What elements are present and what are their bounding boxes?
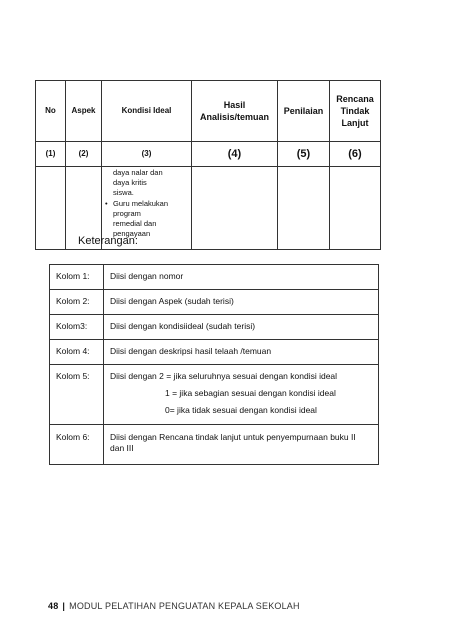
keterangan-value: Diisi dengan nomor [104, 265, 379, 290]
keterangan-row [50, 265, 379, 290]
keterangan-row [50, 315, 379, 340]
bullet-line: Guru melakukan [113, 198, 169, 208]
keterangan-subline: 0= jika tidak sesuai dengan kondisi ideal [165, 405, 317, 415]
header-hasil-analisis: Hasil Analisis/temuan [192, 81, 278, 142]
keterangan-heading: Keterangan: [78, 235, 138, 247]
keterangan-table [49, 264, 379, 465]
col-number-3: (3) [102, 142, 192, 167]
keterangan-row [50, 425, 379, 465]
header-kondisi-ideal: Kondisi Ideal [102, 81, 192, 142]
kondisi-line: daya nalar dan [113, 168, 163, 177]
keterangan-value: Diisi dengan Rencana tindak lanjut untuk penyempurnaan buku II dan III [104, 425, 379, 465]
col-number-1: (1) [36, 142, 66, 167]
bullet-icon: • [105, 198, 108, 208]
bullet-line: pengayaan [113, 229, 151, 239]
keterangan-key: Kolom 1: [50, 265, 104, 290]
keterangan-value-multi [104, 365, 379, 425]
cell-no [36, 167, 66, 250]
cell-hasil-analisis [192, 167, 278, 250]
bullet-item [105, 199, 188, 240]
keterangan-key: Kolom 6: [50, 425, 104, 465]
keterangan-key: Kolom3: [50, 315, 104, 340]
assessment-table [35, 80, 381, 250]
keterangan-key: Kolom 4: [50, 340, 104, 365]
col-number-6: (6) [330, 142, 381, 167]
header-aspek: Aspek [66, 81, 102, 142]
keterangan-key: Kolom 2: [50, 290, 104, 315]
table-number-row [36, 142, 381, 167]
header-penilaian: Penilaian [278, 81, 330, 142]
keterangan-row [50, 340, 379, 365]
keterangan-value: Diisi dengan kondisiideal (sudah terisi) [104, 315, 379, 340]
table-header-row [36, 81, 381, 142]
keterangan-value: Diisi dengan 2 = jika seluruhnya sesuai dengan kondisi ideal [110, 371, 338, 381]
keterangan-value: Diisi dengan Aspek (sudah terisi) [104, 290, 379, 315]
keterangan-row [50, 290, 379, 315]
kondisi-line: daya kritis [113, 178, 147, 188]
keterangan-subline: 1 = jika sebagian sesuai dengan kondisi ideal [165, 388, 336, 398]
keterangan-row [50, 365, 379, 425]
col-number-2: (2) [66, 142, 102, 167]
page-number: 48 [48, 601, 59, 611]
bullet-line: remedial dan [113, 219, 157, 229]
page-footer [48, 601, 300, 611]
kondisi-line: siswa. [113, 188, 134, 198]
header-rencana-tindak-lanjut: Rencana Tindak Lanjut [330, 81, 381, 142]
cell-rencana [330, 167, 381, 250]
keterangan-key: Kolom 5: [50, 365, 104, 425]
footer-title: MODUL PELATIHAN PENGUATAN KEPALA SEKOLAH [69, 601, 300, 611]
footer-separator: | [62, 601, 66, 611]
col-number-5: (5) [278, 142, 330, 167]
col-number-4: (4) [192, 142, 278, 167]
header-no: No [36, 81, 66, 142]
keterangan-value: Diisi dengan deskripsi hasil telaah /temuan [104, 340, 379, 365]
cell-penilaian [278, 167, 330, 250]
bullet-line: program [113, 208, 141, 218]
